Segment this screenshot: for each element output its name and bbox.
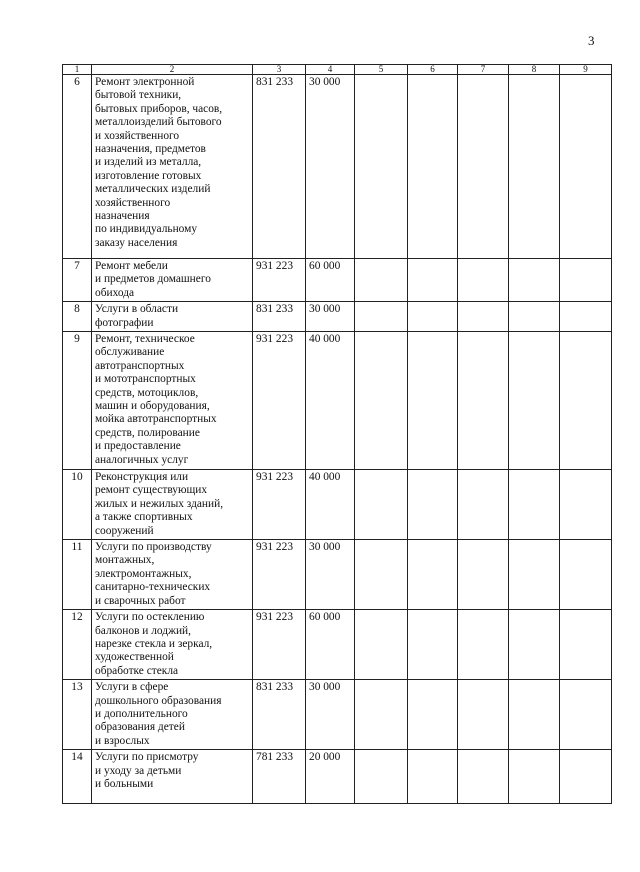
amount-cell: 30 000	[306, 302, 355, 332]
column-header: 7	[458, 65, 509, 75]
row-number: 7	[63, 259, 92, 302]
code-cell: 931 223	[253, 540, 306, 610]
empty-cell	[509, 610, 560, 680]
empty-cell	[509, 680, 560, 750]
empty-cell	[458, 332, 509, 470]
service-name: Ремонт мебели и предметов домашнего обихода	[92, 259, 253, 302]
empty-cell	[560, 332, 612, 470]
empty-cell	[560, 302, 612, 332]
empty-cell	[458, 680, 509, 750]
empty-cell	[509, 470, 560, 540]
service-name: Услуги по остеклению балконов и лоджий, нарезке стекла и зеркал, художественной обработке стекла	[92, 610, 253, 680]
empty-cell	[458, 610, 509, 680]
column-header: 5	[355, 65, 408, 75]
row-number: 11	[63, 540, 92, 610]
empty-cell	[458, 259, 509, 302]
table-row	[63, 259, 612, 302]
service-name: Ремонт электронной бытовой техники, бытовых приборов, часов, металлоизделий бытового и хозяйственного назначения, предметов и изделий из металла, изготовление готовых металлических изделий хозяйственного назначения по индивидуальному заказу населения	[92, 75, 253, 259]
empty-cell	[408, 610, 458, 680]
service-name: Услуги по присмотру и уходу за детьми и больными	[92, 750, 253, 804]
empty-cell	[458, 540, 509, 610]
empty-cell	[408, 540, 458, 610]
amount-cell: 40 000	[306, 470, 355, 540]
empty-cell	[509, 75, 560, 259]
column-number-row	[63, 65, 612, 75]
service-name: Услуги по производству монтажных, электромонтажных, санитарно-технических и сварочных работ	[92, 540, 253, 610]
column-header: 9	[560, 65, 612, 75]
empty-cell	[408, 75, 458, 259]
code-cell: 931 223	[253, 610, 306, 680]
empty-cell	[560, 259, 612, 302]
row-number: 14	[63, 750, 92, 804]
empty-cell	[509, 332, 560, 470]
code-cell: 931 223	[253, 259, 306, 302]
row-number: 9	[63, 332, 92, 470]
empty-cell	[560, 470, 612, 540]
amount-cell: 30 000	[306, 75, 355, 259]
empty-cell	[355, 302, 408, 332]
code-cell: 831 233	[253, 75, 306, 259]
amount-cell: 60 000	[306, 610, 355, 680]
column-header: 1	[63, 65, 92, 75]
empty-cell	[408, 750, 458, 804]
empty-cell	[408, 332, 458, 470]
column-header: 4	[306, 65, 355, 75]
service-name: Услуги в сфере дошкольного образования и дополнительного образования детей и взрослых	[92, 680, 253, 750]
table-row	[63, 680, 612, 750]
row-number: 6	[63, 75, 92, 259]
row-number: 10	[63, 470, 92, 540]
service-name: Услуги в области фотографии	[92, 302, 253, 332]
empty-cell	[355, 540, 408, 610]
column-header: 2	[92, 65, 253, 75]
empty-cell	[355, 750, 408, 804]
empty-cell	[355, 610, 408, 680]
service-name: Реконструкция или ремонт существующих жилых и нежилых зданий, а также спортивных сооружений	[92, 470, 253, 540]
empty-cell	[355, 75, 408, 259]
empty-cell	[355, 680, 408, 750]
column-header: 6	[408, 65, 458, 75]
empty-cell	[509, 259, 560, 302]
empty-cell	[560, 750, 612, 804]
column-header: 3	[253, 65, 306, 75]
amount-cell: 40 000	[306, 332, 355, 470]
row-number: 13	[63, 680, 92, 750]
empty-cell	[458, 302, 509, 332]
empty-cell	[355, 259, 408, 302]
empty-cell	[560, 680, 612, 750]
empty-cell	[408, 302, 458, 332]
empty-cell	[458, 470, 509, 540]
code-cell: 781 233	[253, 750, 306, 804]
amount-cell: 20 000	[306, 750, 355, 804]
empty-cell	[560, 540, 612, 610]
code-cell: 831 233	[253, 680, 306, 750]
empty-cell	[509, 750, 560, 804]
empty-cell	[509, 540, 560, 610]
table-row	[63, 332, 612, 470]
empty-cell	[408, 680, 458, 750]
empty-cell	[355, 332, 408, 470]
amount-cell: 60 000	[306, 259, 355, 302]
code-cell: 931 223	[253, 332, 306, 470]
table-row	[63, 302, 612, 332]
column-header: 8	[509, 65, 560, 75]
table-row	[63, 75, 612, 259]
empty-cell	[355, 470, 408, 540]
empty-cell	[560, 610, 612, 680]
empty-cell	[458, 750, 509, 804]
table-row	[63, 540, 612, 610]
row-number: 12	[63, 610, 92, 680]
code-cell: 831 233	[253, 302, 306, 332]
table-row	[63, 750, 612, 804]
page-number: 3	[588, 33, 595, 48]
service-name: Ремонт, техническое обслуживание автотранспортных и мототранспортных средств, мотоциклов, машин и оборудования, мойка автотранспортных средств, полирование и предоставление аналогичных услуг	[92, 332, 253, 470]
empty-cell	[509, 302, 560, 332]
code-cell: 931 223	[253, 470, 306, 540]
empty-cell	[408, 470, 458, 540]
row-number: 8	[63, 302, 92, 332]
empty-cell	[408, 259, 458, 302]
table-row	[63, 470, 612, 540]
empty-cell	[458, 75, 509, 259]
services-table	[62, 64, 612, 804]
table-row	[63, 610, 612, 680]
amount-cell: 30 000	[306, 680, 355, 750]
amount-cell: 30 000	[306, 540, 355, 610]
empty-cell	[560, 75, 612, 259]
